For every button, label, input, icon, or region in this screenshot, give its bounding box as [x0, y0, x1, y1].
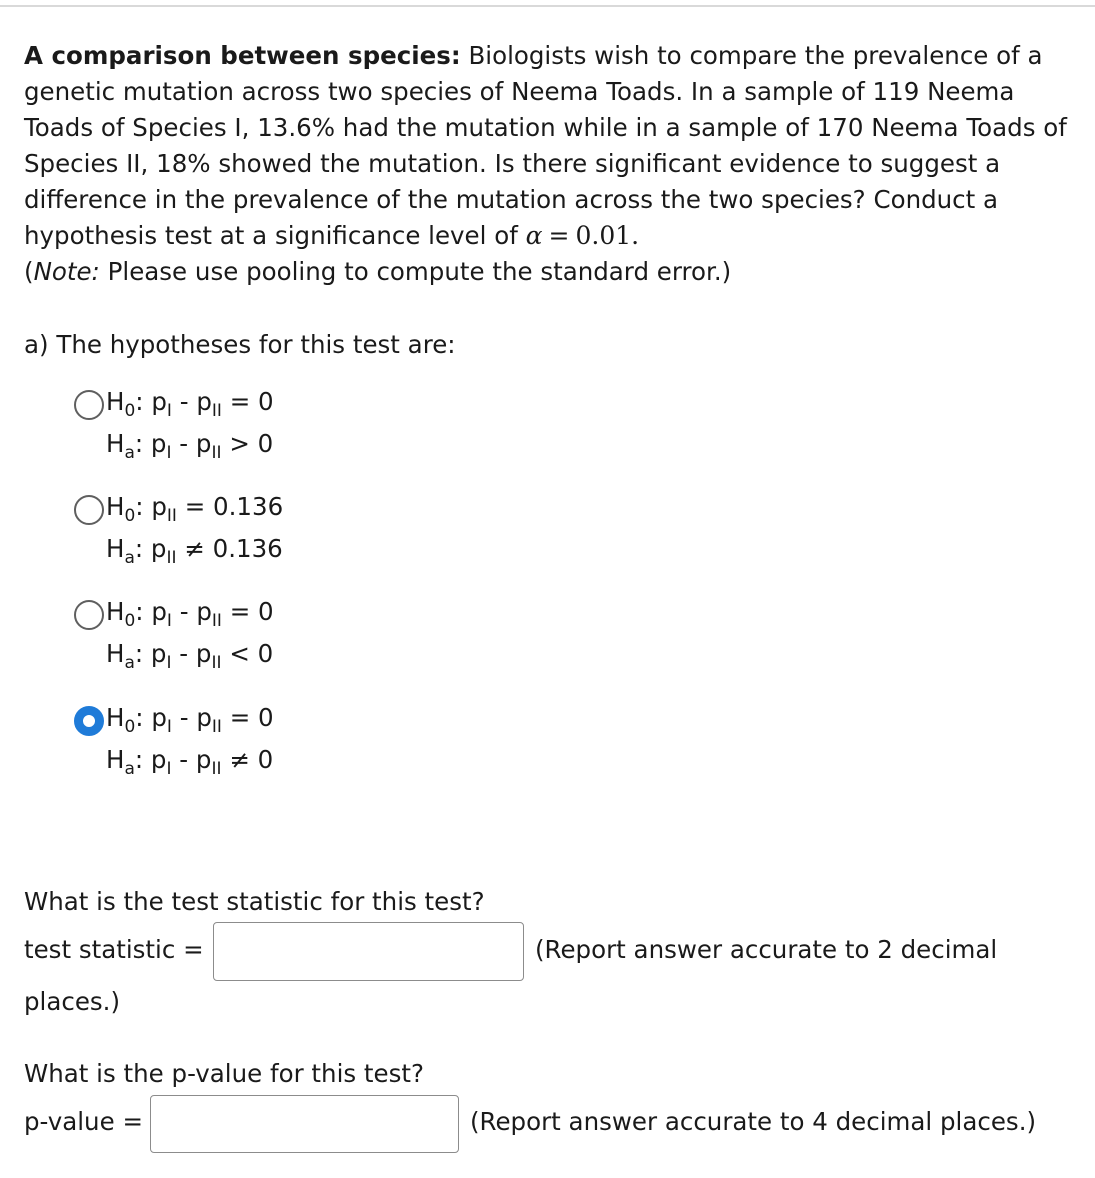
test-statistic-instruction-cont: places.) [24, 987, 121, 1016]
p-value-label: p-value = [24, 1107, 143, 1136]
radio-button-selected[interactable] [74, 706, 104, 736]
alpha-symbol: α [525, 221, 543, 250]
test-statistic-label: test statistic = [24, 935, 204, 964]
note-open: ( [24, 257, 34, 286]
note-text: Please use pooling to compute the standard error.) [107, 257, 732, 286]
hypothesis-option-4[interactable] [74, 702, 394, 792]
null-hypothesis: $H_0$: $p_{II} = 0.136$ [106, 492, 284, 526]
alternative-hypothesis: $H_a$: $p_{II} \ne 0.136$ [106, 534, 283, 568]
p-value-question: What is the p-value for this test? [24, 1059, 424, 1088]
hypothesis-option-1[interactable] [74, 386, 394, 476]
test-statistic-instruction: (Report answer accurate to 2 decimal [535, 935, 998, 964]
part-a-prompt: a) The hypotheses for this test are: [24, 330, 456, 359]
problem-statement [24, 38, 1089, 290]
top-divider [0, 5, 1095, 7]
problem-body: Biologists wish to compare the prevalence of a genetic mutation across two species of Neema Toads. In a sample of 119 Neema Toads of Species I, 13.6% had the mutation while in a sample of 170 Neema Toads of Species II, 18% showed the mutation. Is there significant evidence to suggest a difference in the prevalence of the mutation across the two species? Conduct a hypothesis test at a significance level of [24, 41, 1067, 250]
note-label: Note: [33, 257, 100, 286]
alternative-hypothesis: $H_a$: $p_I - p_{II} < 0$ [106, 639, 274, 673]
alternative-hypothesis: $H_a$: $p_I - p_{II} \ne 0$ [106, 745, 274, 779]
radio-button[interactable] [74, 495, 104, 525]
null-hypothesis: $H_0$: $p_I - p_{II} = 0$ [106, 703, 274, 737]
null-hypothesis: $H_0$: $p_I - p_{II} = 0$ [106, 597, 274, 631]
radio-button[interactable] [74, 600, 104, 630]
hypothesis-option-3[interactable] [74, 596, 394, 686]
alpha-value: 0.01. [575, 221, 640, 250]
null-hypothesis: $H_0$: $p_I - p_{II} = 0$ [106, 387, 274, 421]
test-statistic-question: What is the test statistic for this test? [24, 887, 485, 916]
radio-button[interactable] [74, 390, 104, 420]
p-value-input[interactable] [150, 1095, 459, 1153]
problem-title: A comparison between species: [24, 41, 461, 70]
alternative-hypothesis: $H_a$: $p_I - p_{II} > 0$ [106, 429, 274, 463]
hypothesis-option-2[interactable] [74, 491, 394, 581]
p-value-instruction: (Report answer accurate to 4 decimal places.) [470, 1107, 1037, 1136]
test-statistic-input[interactable] [213, 922, 524, 981]
alpha-equals: = [548, 221, 570, 250]
